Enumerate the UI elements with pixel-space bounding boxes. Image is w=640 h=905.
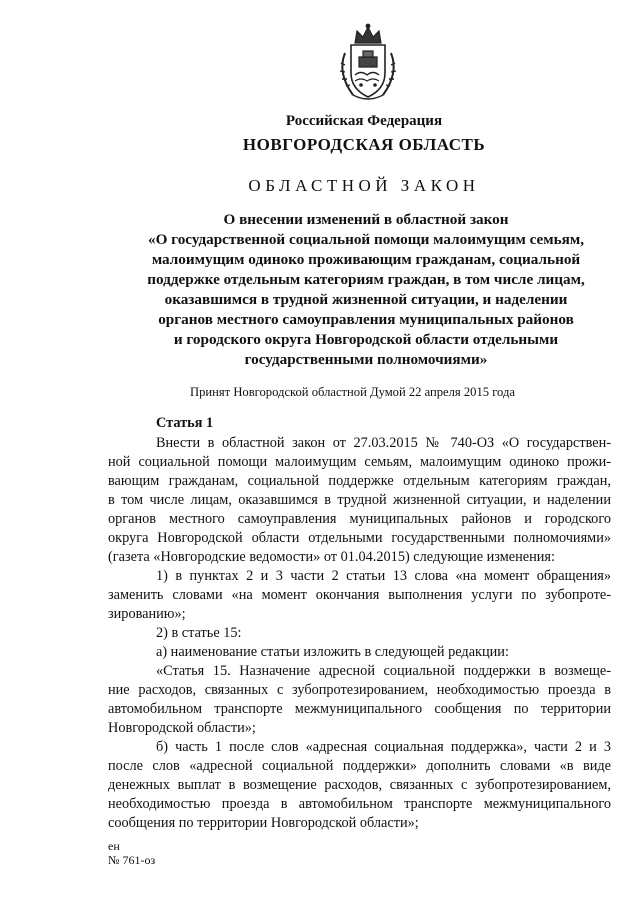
body-line: 1) в пунктах 2 и 3 части 2 статьи 13 слова «на момент обращения»: [156, 568, 611, 584]
body-line: ной социальной помощи малоимущим семьям, малоимущим одиноко прожи-: [108, 454, 611, 470]
body-line: округа Новгородской области отдельными государственными полномочиями»: [108, 530, 611, 546]
body-line: ние расходов, связанных с зубопротезированием, необходимостью проезда в: [108, 682, 611, 698]
title-line: и городского округа Новгородской области отдельными: [173, 331, 559, 348]
body-line: заменить словами «на момент окончания выполнения услуги по зубопроте-: [108, 587, 611, 603]
body-line: органов местного самоуправления муниципальных районов и городского: [108, 511, 611, 527]
law-type-heading: ОБЛАСТНОЙ ЗАКОН: [248, 176, 480, 195]
title-line: О внесении изменений в областной закон: [223, 211, 509, 228]
title-line: малоимущим одиноко проживающим гражданам, социальной: [151, 251, 581, 268]
title-line: поддержке отдельным категориям граждан, в том числе лицам,: [147, 271, 585, 288]
body-line: Внести в областной закон от 27.03.2015 № 740-ОЗ «О государствен-: [156, 435, 611, 451]
title-line: государственными полномочиями»: [244, 351, 488, 368]
novgorod-coat-of-arms-emblem: [333, 23, 403, 105]
footer-number: № 761-оз: [108, 853, 156, 867]
body-line: 2) в статье 15:: [156, 625, 242, 641]
body-line: необходимостью проезда в автомобильном транспорте межмуниципального: [108, 796, 611, 812]
footer-code: ен: [108, 839, 120, 853]
body-line: «Статья 15. Назначение адресной социальной поддержки в возмеще-: [156, 663, 611, 679]
article-body: [108, 414, 611, 833]
body-line: зированию»;: [108, 606, 186, 622]
body-line: в том числе лицам, оказавшимся в трудной жизненной ситуации, и наделении: [108, 492, 611, 508]
body-line: б) часть 1 после слов «адресная социальная поддержка», части 2 и 3: [156, 739, 611, 755]
country-name: Российская Федерация: [285, 113, 443, 129]
article-heading: Статья 1: [156, 415, 214, 431]
body-line: после слов «адресной социальной поддержки» дополнить словами «в виде: [108, 758, 611, 774]
title-line: оказавшимся в трудной жизненной ситуации, и наделении: [164, 291, 568, 308]
body-line: денежных выплат в возмещение расходов, связанных с зубопротезированием,: [108, 777, 611, 793]
title-line: «О государственной социальной помощи малоимущим семьям,: [147, 231, 585, 248]
body-line: автомобильном транспорте межмуниципального сообщения по территории: [108, 701, 611, 717]
body-line: (газета «Новгородские ведомости» от 01.04.2015) следующие изменения:: [108, 549, 555, 565]
adoption-note: Принят Новгородской областной Думой 22 апреля 2015 года: [190, 385, 515, 399]
article-text: [108, 434, 611, 833]
document-footer: [108, 839, 155, 867]
body-line: Новгородской области»;: [108, 720, 256, 736]
title-line: органов местного самоуправления муниципальных районов: [158, 311, 574, 328]
body-line: сообщения по территории Новгородской области»;: [108, 815, 419, 831]
body-line: вающим гражданам, социальной поддержке отдельным категориям граждан,: [108, 473, 611, 489]
law-title: [110, 210, 622, 370]
region-name: НОВГОРОДСКАЯ ОБЛАСТЬ: [242, 135, 486, 154]
body-line: а) наименование статьи изложить в следующей редакции:: [156, 644, 509, 660]
